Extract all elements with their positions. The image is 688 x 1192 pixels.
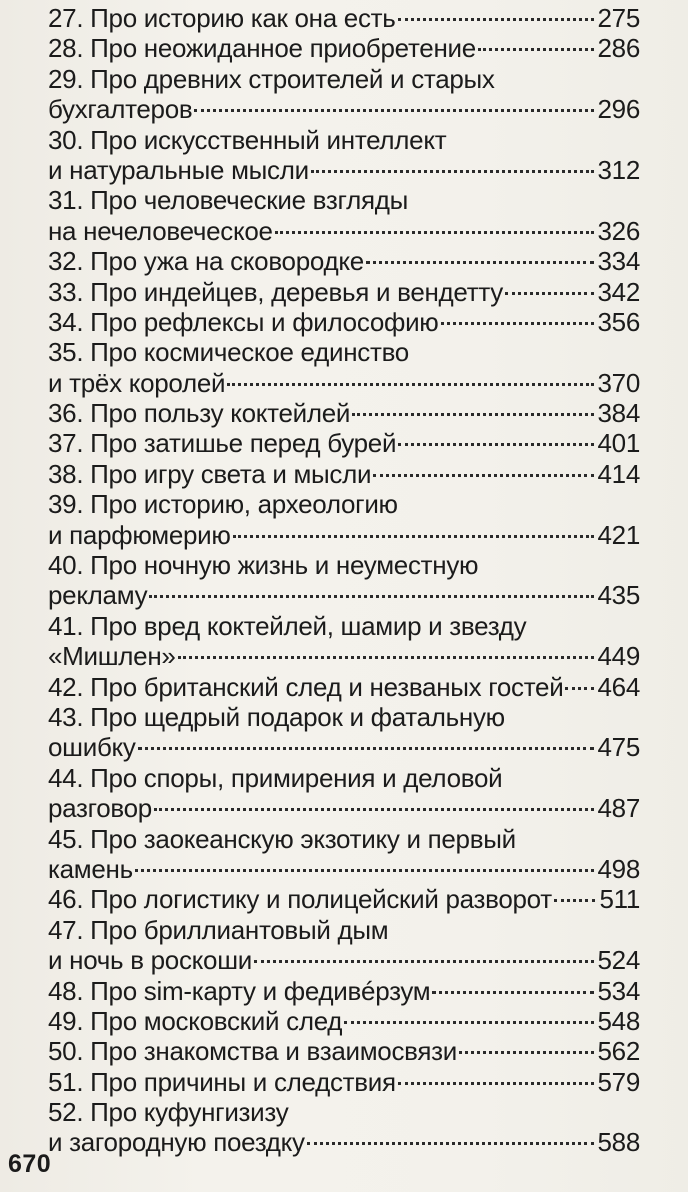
toc-entry-page: 342 bbox=[597, 276, 640, 307]
toc-entry-line bbox=[48, 1006, 640, 1036]
toc-entry-title: 39. Про историю, археологию bbox=[48, 489, 398, 520]
dot-leader bbox=[227, 383, 593, 386]
toc-entry-line bbox=[48, 185, 640, 215]
dot-leader bbox=[254, 960, 594, 963]
table-of-contents bbox=[48, 3, 640, 1158]
toc-entry-line bbox=[48, 216, 640, 246]
toc-entry-line bbox=[48, 824, 640, 854]
toc-entry-page: 384 bbox=[597, 398, 640, 429]
toc-entry bbox=[48, 64, 640, 125]
toc-entry bbox=[48, 915, 640, 976]
toc-entry-title: 45. Про заокеанскую экзотику и первый bbox=[48, 823, 516, 854]
toc-entry-line bbox=[48, 945, 640, 975]
toc-entry-page: 356 bbox=[597, 306, 640, 337]
toc-entry-line bbox=[48, 368, 640, 398]
toc-entry bbox=[48, 702, 640, 763]
toc-entry-line bbox=[48, 550, 640, 580]
dot-leader bbox=[554, 899, 596, 902]
toc-entry bbox=[48, 824, 640, 885]
toc-entry-line bbox=[48, 489, 640, 519]
toc-entry-page: 562 bbox=[597, 1036, 640, 1067]
toc-entry bbox=[48, 1097, 640, 1158]
toc-entry-page: 588 bbox=[597, 1127, 640, 1158]
toc-entry-page: 487 bbox=[597, 793, 640, 824]
dot-leader bbox=[565, 687, 593, 690]
toc-entry-title: и парфюмерию bbox=[48, 519, 231, 550]
toc-entry-line bbox=[48, 398, 640, 428]
toc-entry-page: 334 bbox=[597, 246, 640, 277]
toc-entry-title: 50. Про знакомства и взаимосвязи bbox=[48, 1036, 458, 1067]
toc-entry-line bbox=[48, 732, 640, 762]
toc-entry-page: 326 bbox=[597, 215, 640, 246]
toc-entry-title: 37. Про затишье перед бурей bbox=[48, 428, 397, 459]
toc-entry-page: 511 bbox=[599, 884, 640, 915]
toc-entry-title: 47. Про бриллиантовый дым bbox=[48, 914, 389, 945]
toc-entry-page: 275 bbox=[597, 3, 640, 33]
toc-entry-title: камень bbox=[48, 853, 133, 884]
toc-entry-line bbox=[48, 307, 640, 337]
toc-entry bbox=[48, 125, 640, 186]
dot-leader bbox=[194, 109, 593, 112]
toc-entry-page: 312 bbox=[597, 154, 640, 185]
dot-leader bbox=[398, 1082, 594, 1085]
toc-entry-line bbox=[48, 580, 640, 610]
toc-entry bbox=[48, 550, 640, 611]
toc-entry bbox=[48, 1067, 640, 1097]
toc-entry-title: 30. Про искусственный интеллект bbox=[48, 124, 447, 155]
toc-entry-title: 46. Про логистику и полицейский разворот bbox=[48, 884, 552, 915]
toc-entry bbox=[48, 884, 640, 914]
dot-leader bbox=[233, 535, 594, 538]
toc-entry-page: 414 bbox=[597, 458, 640, 489]
dot-leader bbox=[344, 1021, 593, 1024]
toc-entry-page: 498 bbox=[597, 853, 640, 884]
toc-entry-title: 40. Про ночную жизнь и неуместную bbox=[48, 550, 479, 581]
toc-entry-line bbox=[48, 641, 640, 671]
toc-entry-line bbox=[48, 246, 640, 276]
toc-entry-line bbox=[48, 884, 640, 914]
toc-entry-line bbox=[48, 459, 640, 489]
toc-entry-page: 548 bbox=[597, 1005, 640, 1036]
toc-entry-page: 286 bbox=[597, 33, 640, 64]
toc-entry bbox=[48, 672, 640, 702]
toc-entry-title: разговор bbox=[48, 793, 152, 824]
dot-leader bbox=[398, 18, 594, 21]
toc-entry bbox=[48, 763, 640, 824]
toc-entry-line bbox=[48, 1097, 640, 1127]
toc-entry-page: 449 bbox=[597, 641, 640, 672]
toc-entry-line bbox=[48, 64, 640, 94]
toc-entry-line bbox=[48, 428, 640, 458]
toc-entry-title: 42. Про британский след и незваных гостей bbox=[48, 671, 564, 702]
dot-leader bbox=[398, 443, 593, 446]
toc-entry-title: и трёх королей bbox=[48, 367, 226, 398]
dot-leader bbox=[135, 869, 594, 872]
toc-entry-title: 35. Про космическое единство bbox=[48, 337, 409, 368]
toc-entry-line bbox=[48, 33, 640, 63]
toc-entry-line bbox=[48, 520, 640, 550]
toc-entry bbox=[48, 307, 640, 337]
dot-leader bbox=[352, 413, 593, 416]
toc-entry-title: 43. Про щедрый подарок и фатальную bbox=[48, 701, 505, 732]
toc-entry bbox=[48, 277, 640, 307]
toc-entry-line bbox=[48, 702, 640, 732]
toc-entry-line bbox=[48, 763, 640, 793]
toc-entry-page: 401 bbox=[597, 428, 640, 459]
toc-entry-title: 36. Про пользу коктейлей bbox=[48, 398, 351, 429]
toc-entry bbox=[48, 1006, 640, 1036]
dot-leader bbox=[373, 474, 593, 477]
toc-entry-title: рекламу bbox=[48, 580, 148, 611]
dot-leader bbox=[505, 292, 594, 295]
dot-leader bbox=[441, 322, 594, 325]
toc-entry-title: 48. Про sim-карту и федивéрзум bbox=[48, 975, 431, 1006]
page-number: 670 bbox=[8, 1150, 52, 1178]
dot-leader bbox=[178, 656, 594, 659]
toc-entry bbox=[48, 611, 640, 672]
toc-entry bbox=[48, 428, 640, 458]
dot-leader bbox=[366, 261, 594, 264]
dot-leader bbox=[149, 595, 593, 598]
toc-entry-title: 32. Про ужа на сковородке bbox=[48, 246, 364, 277]
toc-entry bbox=[48, 976, 640, 1006]
toc-entry-line bbox=[48, 611, 640, 641]
toc-entry bbox=[48, 33, 640, 63]
toc-entry-title: и загородную поездку bbox=[48, 1127, 305, 1158]
toc-entry-title: ошибку bbox=[48, 732, 136, 763]
dot-leader bbox=[459, 1051, 594, 1054]
toc-entry-title: 44. Про споры, примирения и деловой bbox=[48, 762, 503, 793]
toc-entry-title: и натуральные мысли bbox=[48, 154, 309, 185]
toc-entry-title: 52. Про куфунгизизу bbox=[48, 1097, 289, 1128]
toc-entry-page: 534 bbox=[597, 975, 640, 1006]
dot-leader bbox=[307, 1142, 594, 1145]
toc-entry bbox=[48, 185, 640, 246]
toc-entry-title: «Мишлен» bbox=[48, 641, 176, 672]
toc-entry-page: 421 bbox=[597, 519, 640, 550]
dot-leader bbox=[138, 747, 594, 750]
toc-entry bbox=[48, 3, 640, 33]
toc-entry bbox=[48, 489, 640, 550]
dot-leader bbox=[154, 808, 594, 811]
toc-entry bbox=[48, 398, 640, 428]
toc-entry bbox=[48, 246, 640, 276]
toc-entry-line bbox=[48, 1036, 640, 1066]
toc-entry-line bbox=[48, 976, 640, 1006]
toc-entry-title: 33. Про индейцев, деревья и вендетту bbox=[48, 276, 503, 307]
toc-entry-page: 370 bbox=[597, 367, 640, 398]
toc-entry-title: 41. Про вред коктейлей, шамир и звезду bbox=[48, 610, 527, 641]
toc-entry-title: 29. Про древних строителей и старых bbox=[48, 63, 495, 94]
toc-entry-line bbox=[48, 3, 640, 33]
toc-entry-title: 34. Про рефлексы и философию bbox=[48, 306, 439, 337]
toc-entry-title: 49. Про московский след bbox=[48, 1005, 343, 1036]
toc-entry-line bbox=[48, 793, 640, 823]
toc-entry-title: 38. Про игру света и мысли bbox=[48, 458, 372, 489]
toc-entry-line bbox=[48, 337, 640, 367]
toc-entry-line bbox=[48, 277, 640, 307]
toc-entry-page: 435 bbox=[597, 580, 640, 611]
dot-leader bbox=[478, 48, 594, 51]
toc-entry-line bbox=[48, 155, 640, 185]
toc-entry-page: 524 bbox=[597, 945, 640, 976]
toc-entry-page: 579 bbox=[597, 1066, 640, 1097]
toc-entry-line bbox=[48, 854, 640, 884]
toc-entry bbox=[48, 337, 640, 398]
toc-entry-line bbox=[48, 94, 640, 124]
toc-entry-line bbox=[48, 125, 640, 155]
dot-leader bbox=[311, 170, 594, 173]
toc-entry-page: 464 bbox=[597, 671, 640, 702]
toc-entry-title: 51. Про причины и следствия bbox=[48, 1066, 396, 1097]
toc-entry-line bbox=[48, 915, 640, 945]
toc-entry-line bbox=[48, 1067, 640, 1097]
toc-entry-page: 296 bbox=[597, 94, 640, 125]
toc-entry-title: 31. Про человеческие взгляды bbox=[48, 185, 409, 216]
toc-entry-title: на нечеловеческое bbox=[48, 215, 273, 246]
toc-entry-page: 475 bbox=[597, 732, 640, 763]
toc-entry-line bbox=[48, 1127, 640, 1157]
toc-entry-title: 28. Про неожиданное приобретение bbox=[48, 33, 476, 64]
toc-entry bbox=[48, 459, 640, 489]
toc-entry-title: бухгалтеров bbox=[48, 94, 193, 125]
dot-leader bbox=[275, 231, 594, 234]
dot-leader bbox=[432, 991, 593, 994]
toc-entry bbox=[48, 1036, 640, 1066]
toc-entry-title: и ночь в роскоши bbox=[48, 945, 252, 976]
toc-entry-line bbox=[48, 672, 640, 702]
toc-entry-title: 27. Про историю как она есть bbox=[48, 3, 396, 33]
